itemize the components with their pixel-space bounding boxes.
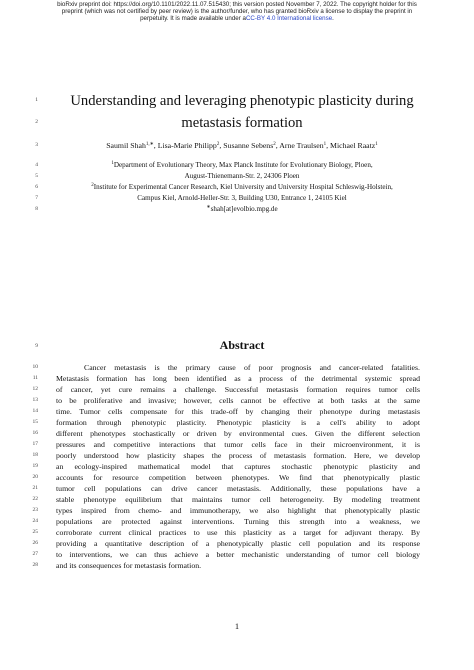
affiliation-1-line-2: August-Thienemann-Str. 2, 24306 Ploen — [184, 172, 300, 180]
line-number: 26 — [32, 540, 38, 546]
author-name: Saumil Shah — [106, 141, 146, 150]
abstract-heading: Abstract — [219, 338, 265, 352]
abstract-line: to be proliferative and invasive; however, cells cannot be effective at both tasks at the same — [56, 396, 420, 405]
line-number: 16 — [32, 430, 38, 436]
line-number: 28 — [32, 562, 38, 568]
abstract-line: time. Tumor cells compensate for this trade-off by changing their phenotype during metastasis — [56, 407, 420, 416]
abstract-body — [56, 362, 420, 571]
line-number: 5 — [35, 173, 38, 179]
abstract-line: stable phenotype equilibrium that maintains tumor cell heterogeneity. By modeling treatment — [56, 495, 420, 504]
email-text: shah[at]evolbio.mpg.de — [210, 205, 278, 213]
author-superscript: 1,∗ — [145, 142, 154, 147]
abstract-line: formation through phenotypic plasticity. Phenotypic plasticity is a cell's ability to adopt — [56, 418, 420, 427]
affiliation-superscript: 1 — [111, 161, 114, 166]
line-number: 6 — [35, 184, 38, 190]
header-line-1: bioRxiv preprint doi: https://doi.org/10.1101/2022.11.07.515430; this version posted November 7, 2022. The copyright holder for this — [57, 1, 417, 8]
abstract-line: tumor cell populations can drive cancer metastasis. Additionally, these populations have a — [56, 484, 420, 493]
author-name: , Lisa-Marie Philipp — [153, 141, 217, 150]
affiliation-2-line-2: Campus Kiel, Arnold-Heller-Str. 3, Building U30, Entrance 1, 24105 Kiel — [137, 194, 347, 202]
line-number: 10 — [32, 364, 38, 370]
line-number: 13 — [32, 397, 38, 403]
line-number: 9 — [35, 343, 38, 349]
abstract-line: accounts for resource competition between phenotypes. We find that phenotypically plastic — [56, 473, 420, 482]
author-name: , Michael Raatz — [326, 141, 376, 150]
header-line-3 — [0, 15, 474, 22]
abstract-line: poorly understood how plasticity shapes the process of metastasis formation. Here, we develop — [56, 451, 420, 460]
abstract-line: different phenotypes stochastically or driven by environmental cues. Given the different selection — [56, 429, 420, 438]
header-line-2: preprint (which was not certified by peer review) is the author/funder, who has granted bioRxiv a license to display the preprint in — [61, 8, 413, 16]
title-line-2: metastasis formation — [181, 115, 303, 131]
abstract-line: and its consequences for metastasis formation. — [56, 561, 202, 570]
author-superscript: 2 — [273, 142, 276, 147]
paper-title — [60, 90, 424, 134]
line-number: 24 — [32, 518, 38, 524]
line-number: 18 — [32, 452, 38, 458]
line-number: 3 — [35, 142, 38, 148]
line-number: 19 — [32, 463, 38, 469]
corresponding-email — [50, 204, 434, 215]
line-number: 17 — [32, 441, 38, 447]
line-number: 1 — [35, 97, 38, 103]
line-number: 8 — [35, 206, 38, 212]
abstract-line: to interventions, we can thus achieve a better mechanistic understanding of tumor cell biology — [56, 550, 420, 559]
line-number: 20 — [32, 474, 38, 480]
affiliation-text: Institute for Experimental Cancer Research, Kiel University and University Hospital Schleswig-Holstein, — [93, 183, 393, 191]
abstract-line: an ecology-inspired mathematical model that captures stochastic phenotypic plasticity and — [56, 462, 420, 471]
email-superscript: ∗ — [206, 205, 211, 210]
line-number: 2 — [35, 119, 38, 125]
header-line-3-suffix: . — [332, 15, 334, 23]
abstract-line: Cancer metastasis is the primary cause of poor prognosis and cancer-related fatalities. — [84, 363, 420, 372]
affiliation-2-line-1 — [50, 182, 434, 193]
page-number: 1 — [234, 621, 240, 631]
abstract-line: corroborate current clinical practices to use this plasticity as a target for adjuvant therapy. By — [56, 528, 420, 537]
abstract-line: pressures and competitive interactions that tumor cells face in their microenvironment, it is — [56, 440, 420, 449]
line-number: 4 — [35, 162, 38, 168]
line-number: 23 — [32, 507, 38, 513]
title-line-1: Understanding and leveraging phenotypic plasticity during — [70, 93, 414, 109]
license-link[interactable]: CC-BY 4.0 International license — [245, 15, 333, 23]
line-number: 11 — [32, 375, 38, 381]
affiliation-1-line-1 — [50, 160, 434, 171]
preprint-header — [0, 1, 474, 23]
author-name: , Susanne Sebens — [219, 141, 274, 150]
abstract-line: of cancer, yet cure remains a challenge. Successful metastasis formation requires tumor cells — [56, 385, 420, 394]
line-number: 14 — [32, 408, 38, 414]
affiliation-superscript: 2 — [91, 183, 94, 188]
line-number: 7 — [35, 195, 38, 201]
abstract-line: types inspired from chemo- and immunotherapy, we also highlight that phenotypically plastic — [56, 506, 420, 515]
line-number: 25 — [32, 529, 38, 535]
line-number: 12 — [32, 386, 38, 392]
author-superscript: 1 — [323, 142, 327, 147]
line-number: 27 — [32, 551, 38, 557]
abstract-line: Metastasis formation has long been identified as a process of the detrimental systemic spread — [56, 374, 420, 383]
author-superscript: 1 — [375, 142, 378, 147]
author-name: , Arne Traulsen — [275, 141, 324, 150]
abstract-line: populations are protected against interventions. Turning this strength into a weakness, we — [56, 517, 420, 526]
author-superscript: 2 — [216, 142, 220, 147]
author-list — [50, 140, 434, 151]
affiliation-text: Department of Evolutionary Theory, Max Planck Institute for Evolutionary Biology, Ploen, — [113, 161, 373, 169]
abstract-line: providing a quantitative description of a phenotypically plastic cell population and its response — [56, 539, 420, 548]
line-number: 21 — [32, 485, 38, 491]
line-number: 15 — [32, 419, 38, 425]
header-line-3-prefix: perpetuity. It is made available under a — [140, 15, 246, 23]
line-number: 22 — [32, 496, 38, 502]
